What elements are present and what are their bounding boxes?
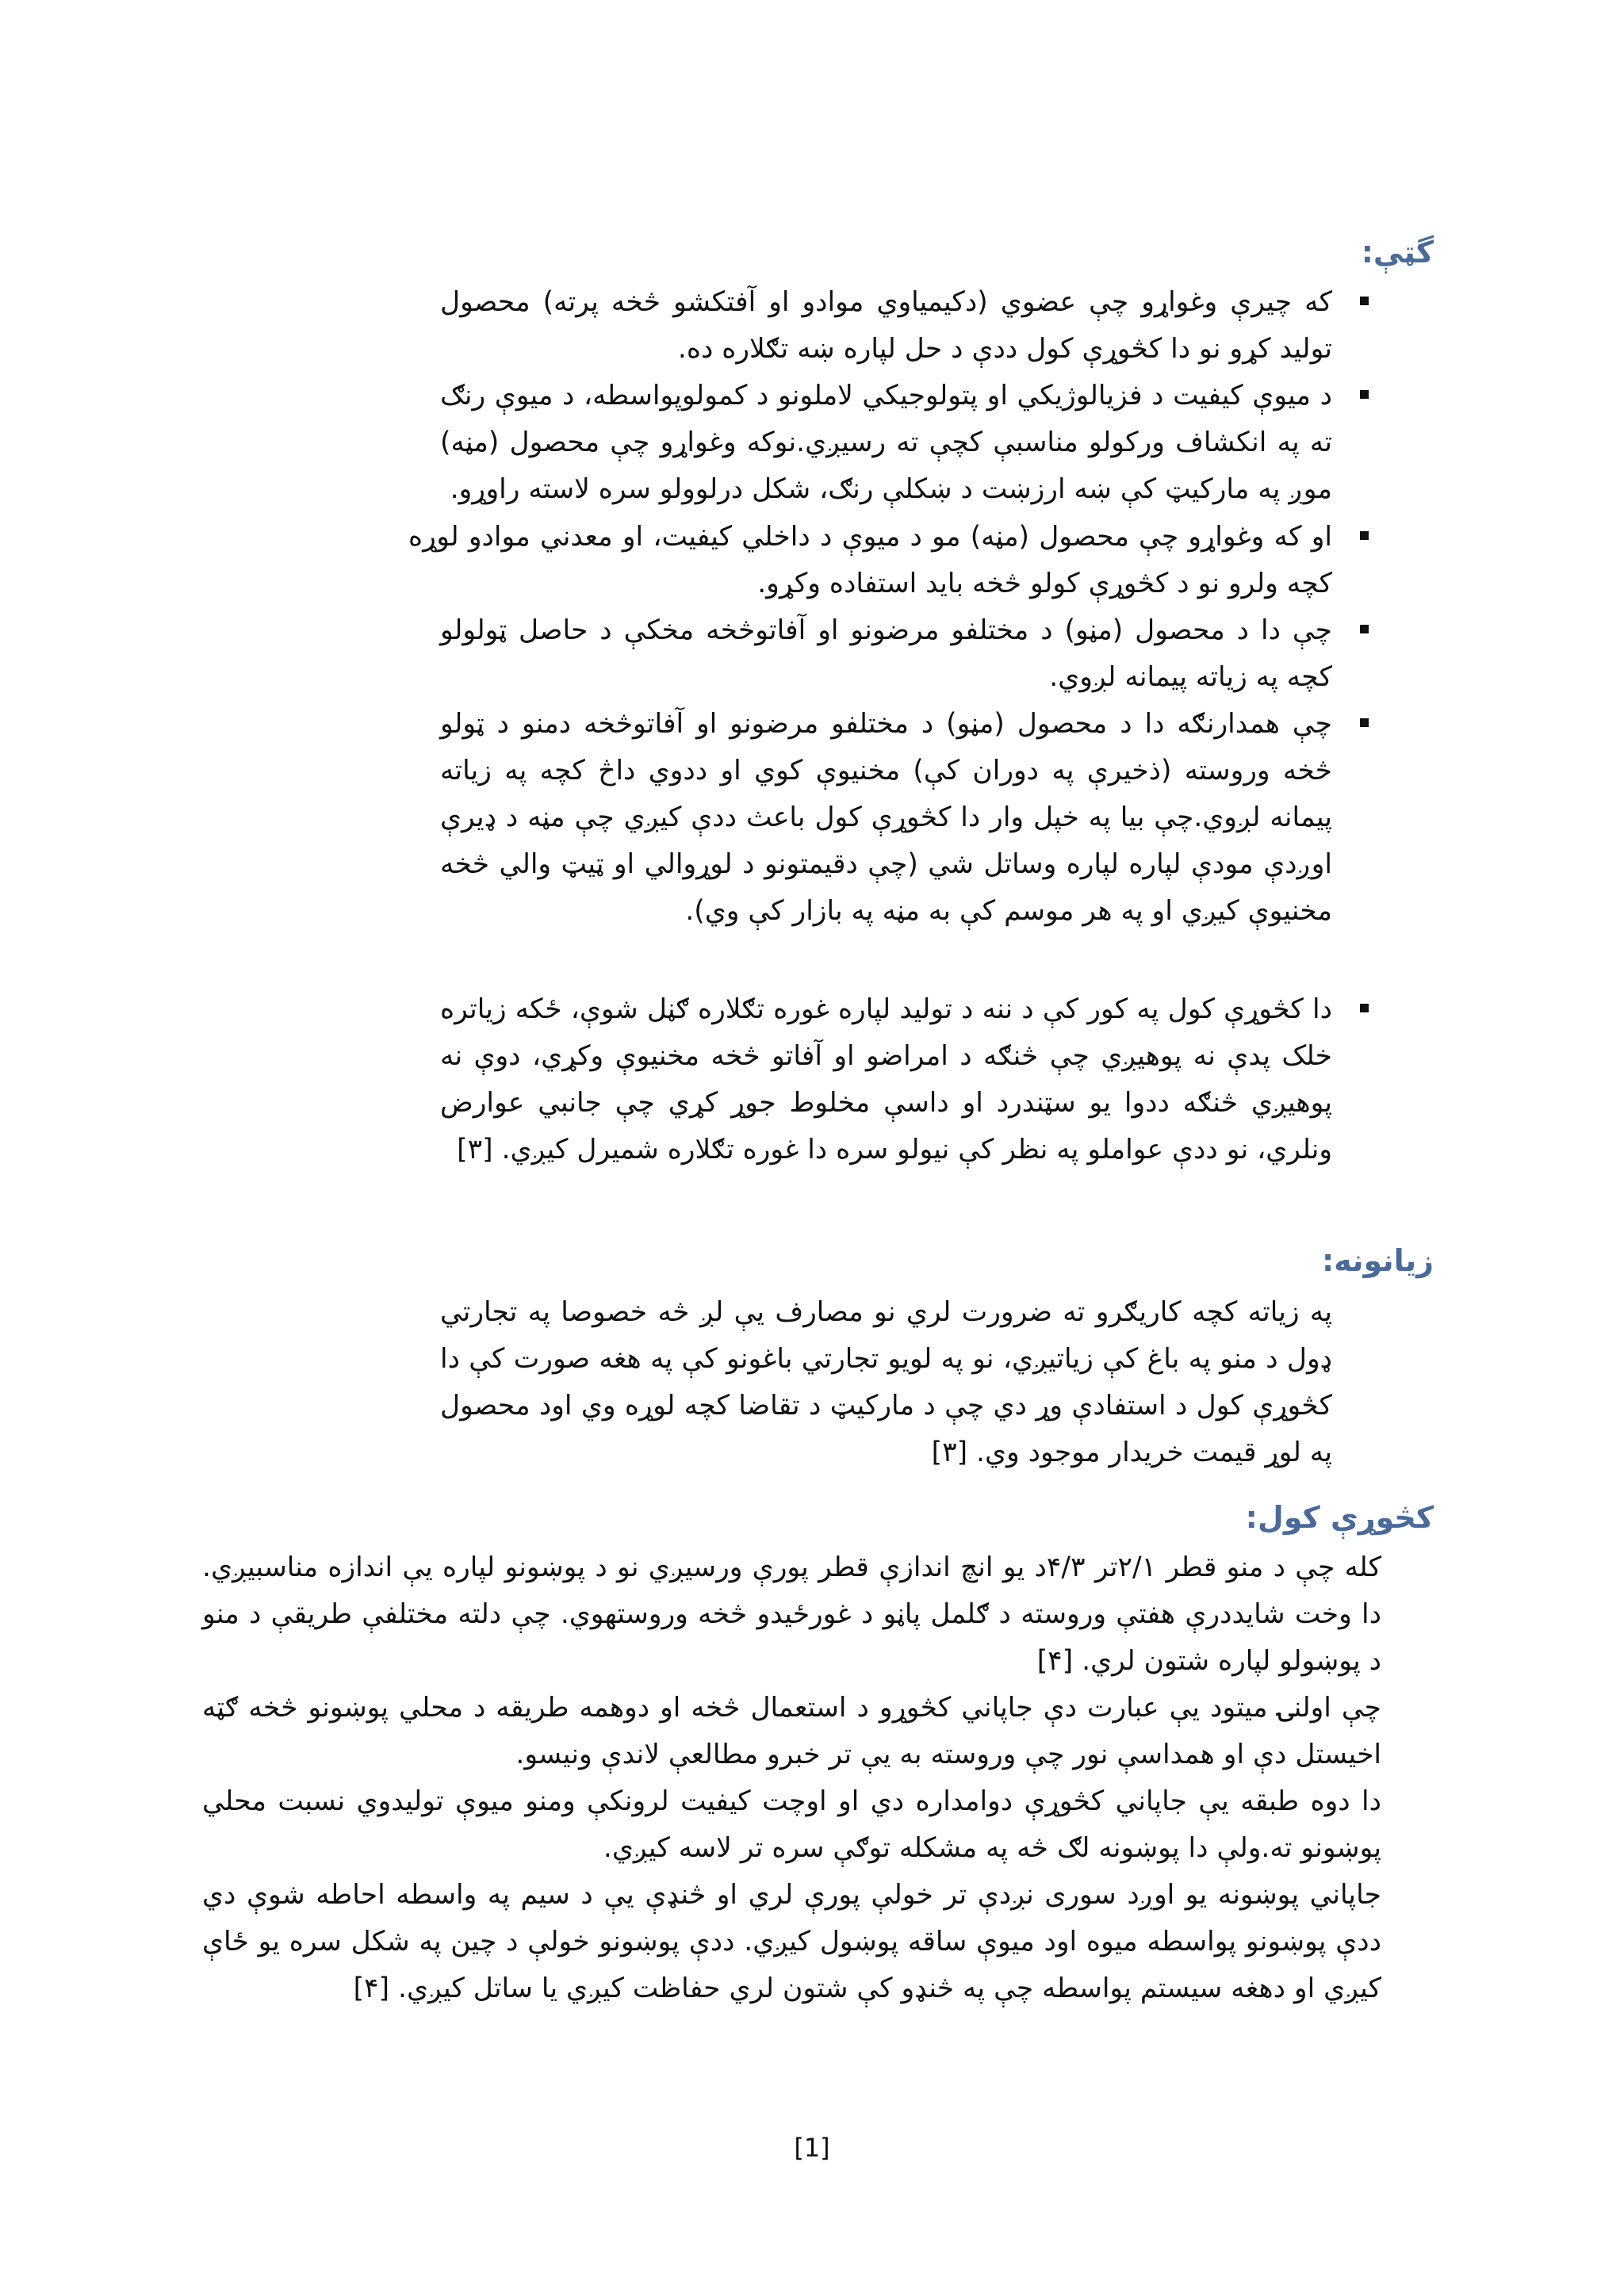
benefits-bullet-group-1	[440, 279, 1332, 513]
bagging-paragraph-1: کله چې د منو قطر ۲/۱تر ۴/۳د یو انچ اندازې قطر پورې ورسیږي نو د پوښونو لپاره یې اندازه مناسبیږي. دا وخت شایددرې هفتې وروسته د ګلمل پاڼو د غورځیدو څخه وروستهوي. چې دلته مختلفې طریقې د منو د پوښولو لپاره شتون لري. [۴]	[202, 1552, 1381, 1677]
bullet-icon	[1360, 297, 1369, 305]
heading-losses: زیانونه:	[1321, 1243, 1434, 1278]
bagging-paragraph-4: جاپاني پوښونه یو اوږد سوری نږدې تر خولې پورې لري او څنډې یې د سیم په واسطه احاطه شوې دي ددې پوښونو پواسطه میوه اود میوې ساقه پوښول کیږي. ددې پوښونو خولې د چین په شکل سره یو ځاې کیږي او دهغه سیستم پواسطه چې په څنډو کې شتون لري حفاظت کیږي یا ساتل کیږي. [۴]	[202, 1879, 1381, 2004]
benefits-bullet-group-2	[408, 514, 1332, 607]
bagging-paragraph-3: دا دوه طبقه یې جاپاني کڅوړې دوامداره دي او اوچت کیفیت لرونکې ومنو میوې تولیدوي نسبت محلي پوښونو ته.ولې دا پوښونه لګ څه په مشکله توګې سره تر لاسه کیږي.	[202, 1785, 1381, 1864]
heading-benefits: گټې:	[1361, 235, 1434, 270]
bullet-icon	[1360, 718, 1369, 727]
page-number: [1]	[794, 2133, 830, 2163]
bullet-icon	[1360, 531, 1369, 540]
benefits-bullet-group-4	[440, 986, 1332, 1173]
benefits-bullet-group-3	[440, 607, 1332, 935]
bullet-icon	[1360, 625, 1369, 633]
losses-paragraph: په زیاته کچه کاریګرو ته ضرورت لري نو مصارف یې لږ څه خصوصا په تجارتي ډول د منو په باغ کې زیاتیږي، نو په لویو تجارتي باغونو کې په هغه صورت کې دا کڅوړې کول د استفادې وړ دي چې د مارکیټ د تقاضا کچه لوړه وي اود محصول په لوړ قیمت خریدار موجود وي. [۳]	[440, 1296, 1332, 1468]
benefit-item-2: د میوې کیفیت د فزیالوژیکي او پتولوجیکي لاملونو د کمولوپواسطه، د میوې رنګ ته په انکشاف ورکولو مناسبې کچې ته رسیږي.نوکه وغواړو چې محصول (مڼه) موږ په مارکیټ کې ښه ارزښت د ښکلې رنګ، شکل درلوولو سره لاسته راوړو.	[440, 373, 1332, 513]
bullet-icon	[1360, 1004, 1369, 1012]
benefit-item-3: او که وغواړو چې محصول (مڼه) مو د میوې د داخلي کیفیت، او معدني موادو لوړه کچه ولرو نو د کڅوړې کولو څخه باید استفاده وکړو.	[408, 514, 1332, 607]
benefit-item-4: چې دا د محصول (مڼو) د مختلفو مرضونو او آفاتوڅخه مخکې د حاصل ټولولو کچه په زیاته پیمانه لږوي.	[440, 607, 1332, 701]
benefit-item-6: دا کڅوړې کول په کور کې د ننه د تولید لپاره غوره تګلاره ګڼل شوې، ځکه زیاتره خلک پدې نه پوهیږي چې څنګه د امراضو او آفاتو څخه مخنیوې وکړي، دوې نه پوهیږي څنګه ددوا یو سټندرد او داسې مخلوط جوړ کړي چې جانبي عوارض ونلري، نو ددې عواملو په نظر کې نیولو سره دا غوره تګلاره شمیرل کیږي. [۳]	[440, 986, 1332, 1173]
benefit-item-5: چې همدارنګه دا د محصول (مڼو) د مختلفو مرضونو او آفاتوڅخه دمنو د ټولو څخه وروسته (ذخیرې په دوران کې) مخنیوې کوي او ددوي داڅ کچه په زیاته پیمانه لږوي.چې بیا په خپل وار دا کڅوړې کول باعث ددې کیږي چې مڼه د ډیرې اوږدې مودې لپاره لپاره وساتل شي (چې دقیمتونو د لوړوالي او ټیټ والي څخه مخنیوې کیږي او په هر موسم کې به مڼه په بازار کې وي).	[440, 701, 1332, 935]
benefit-item-1: که چیرې وغواړو چې عضوي (دکیمیاوي موادو او آفتکشو څخه پرته) محصول تولید کړو نو دا کڅوړې کول ددې د حل لپاره ښه تګلاره ده.	[440, 279, 1332, 373]
benefits-list	[440, 279, 1332, 513]
bullet-icon	[1360, 390, 1369, 399]
bagging-paragraph-2: چې اولنۍ میتود یې عبارت دې جاپاني کڅوړو د استعمال څخه او دوهمه طریقه د محلي پوښونو څخه ګټه اخیستل دې او همداسې نور چې وروسته به یې تر خبرو مطالعې لاندې ونیسو.	[202, 1692, 1381, 1770]
heading-bagging: کڅوړې کول:	[1245, 1500, 1434, 1535]
